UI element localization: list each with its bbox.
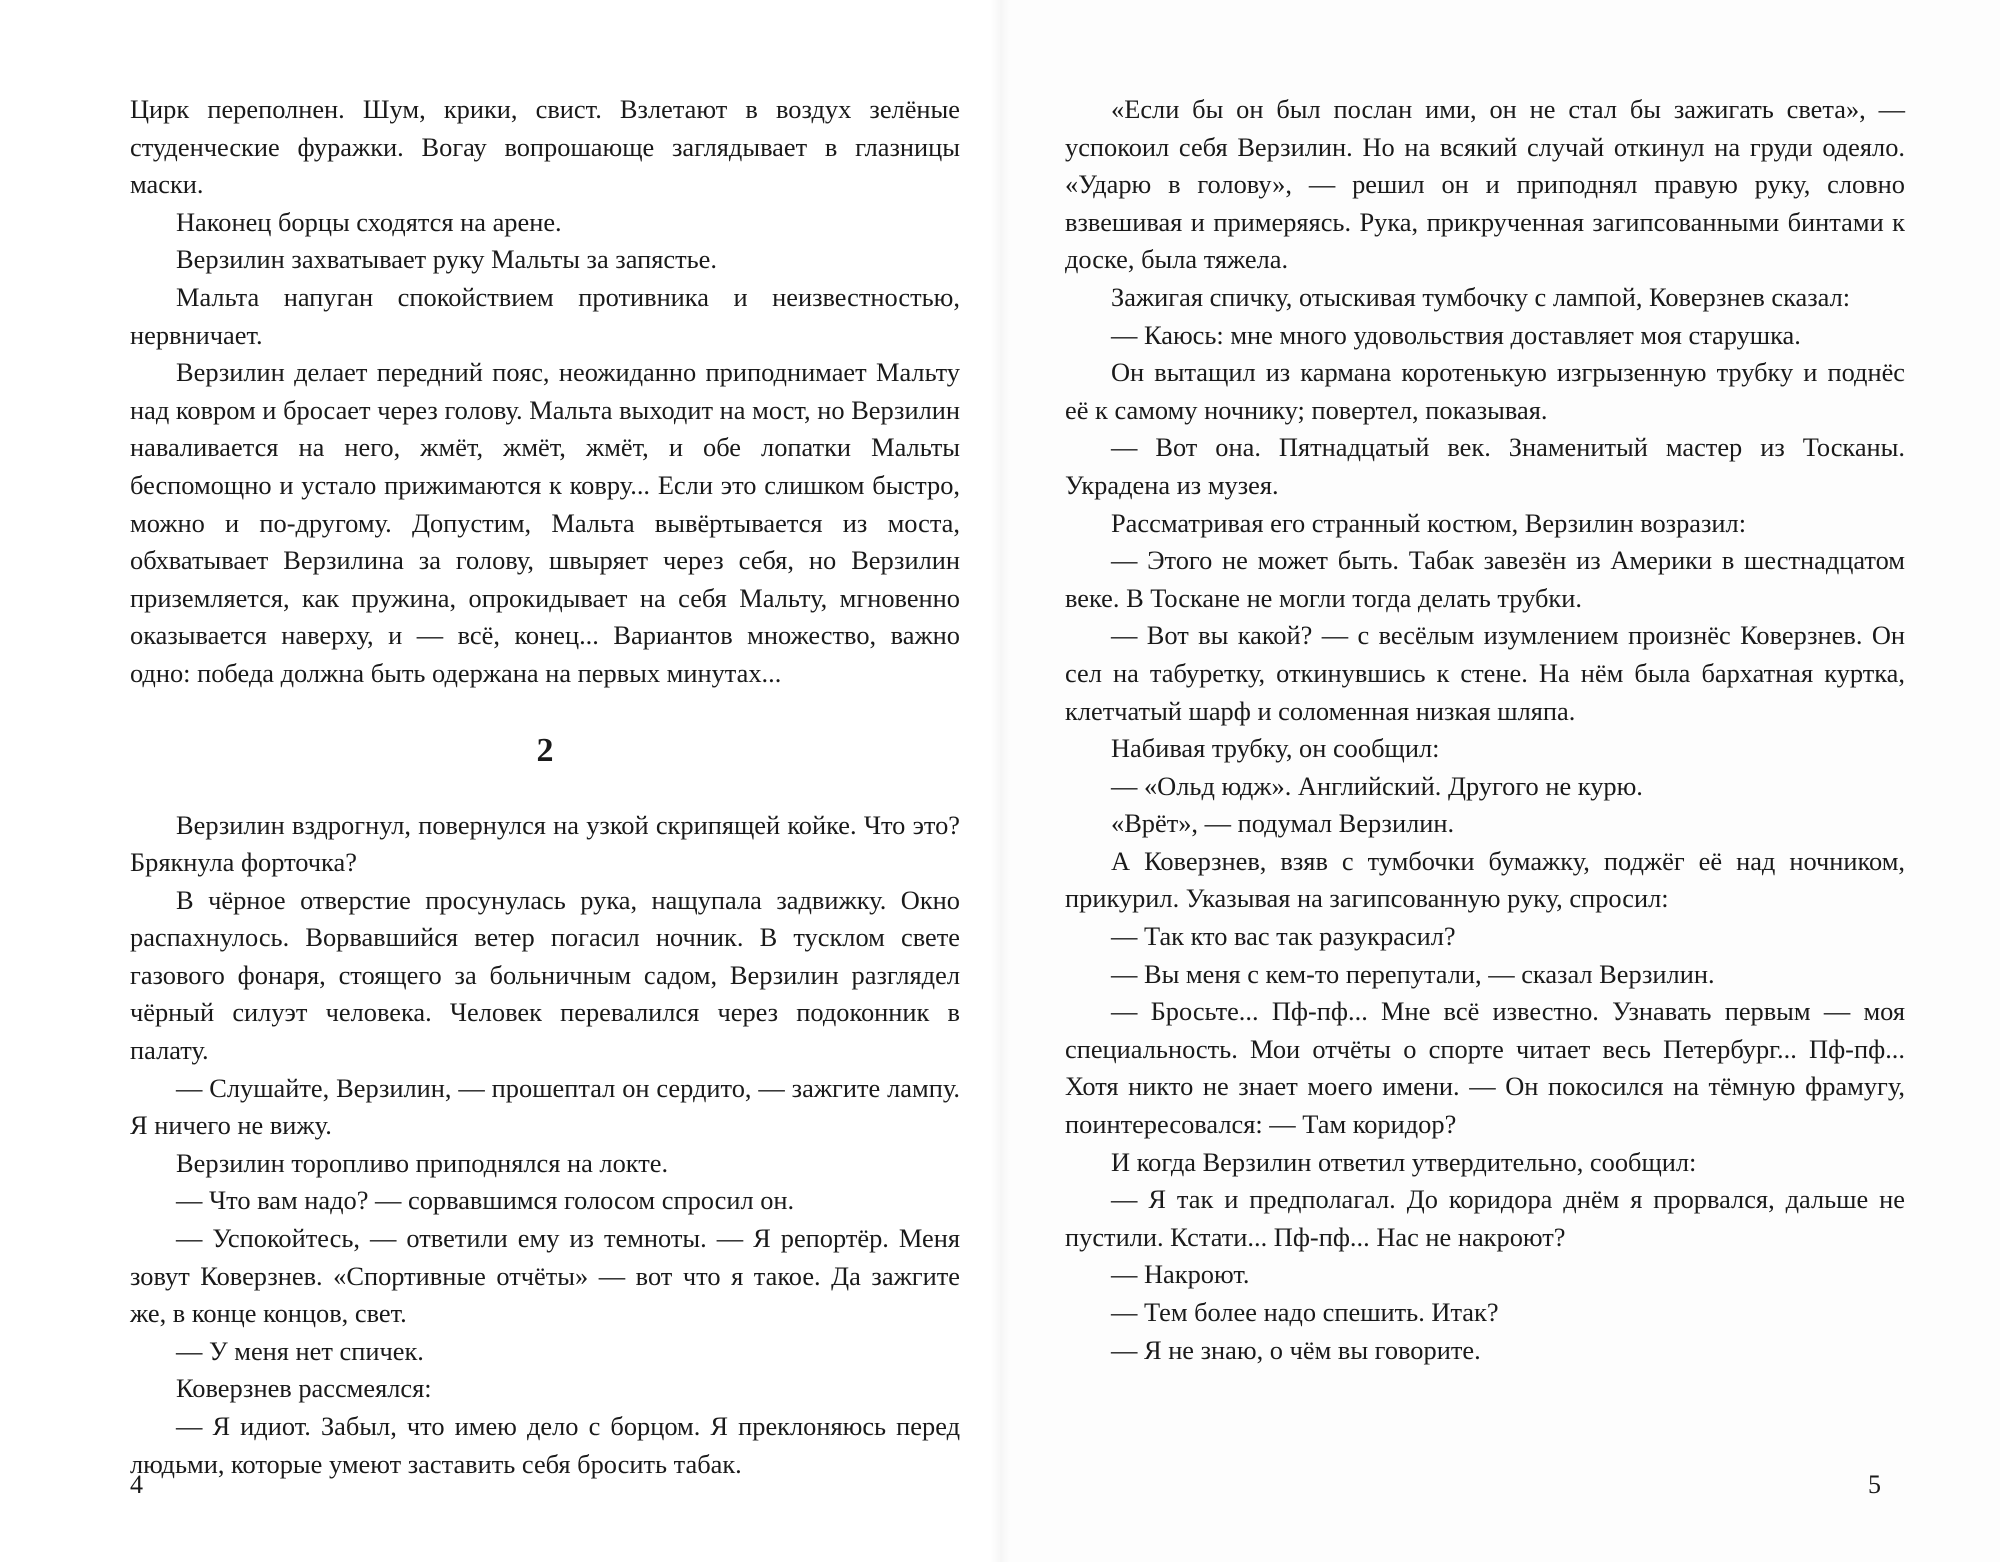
paragraph: Мальта напуган спокойствием противника и неизвестностью, нервничает.: [130, 281, 960, 350]
paragraph: — Вы меня с кем-то перепутали, — сказал Верзилин.: [1111, 958, 1715, 989]
paragraph: — Каюсь: мне много удовольствия доставляет моя старушка.: [1111, 319, 1801, 350]
paragraph: И когда Верзилин ответил утвердительно, сообщил:: [1111, 1146, 1697, 1177]
right-page-text: [1065, 91, 1905, 1369]
left-page-text: [130, 91, 960, 1483]
page-number-right: 5: [1868, 1470, 1881, 1499]
paragraph: — Я так и предполагал. До коридора днём я прорвался, дальше не пустили. Кстати... Пф-пф... Нас не накроют?: [1065, 1184, 1905, 1252]
paragraph: Коверзнев рассмеялся:: [176, 1373, 432, 1404]
paragraph: Наконец борцы сходятся на арене.: [176, 206, 562, 237]
paragraph: — Что вам надо? — сорвавшимся голосом спросил он.: [176, 1185, 795, 1216]
paragraph: Верзилин захватывает руку Мальты за запястье.: [176, 244, 717, 275]
paragraph: — У меня нет спичек.: [176, 1335, 424, 1366]
paragraph: — Я идиот. Забыл, что имею дело с борцом. Я преклоняюсь перед людьми, которые умеют заставить себя бросить табак.: [130, 1411, 960, 1479]
chapter-heading: 2: [536, 731, 554, 769]
paragraph: — Вот она. Пятнадцатый век. Знаменитый мастер из Тосканы. Украдена из музея.: [1065, 432, 1905, 500]
paragraph: — Бросьте... Пф-пф... Мне всё известно. Узнавать первым — моя специальность. Мои отчёты о спорте читает весь Петербург... Пф-пф... Хотя никто не знает моего имени. — Он покосился на тёмную фрамугу, поинтересовался: — Там коридор?: [1065, 996, 1905, 1140]
paragraph: Верзилин вздрогнул, повернулся на узкой скрипящей койке. Что это? Брякнула форточка?: [130, 809, 960, 878]
paragraph: — Тем более надо спешить. Итак?: [1111, 1297, 1499, 1327]
paragraph: — Накроют.: [1111, 1259, 1250, 1290]
right-page: [1000, 0, 2000, 1562]
paragraph: Верзилин торопливо приподнялся на локте.: [176, 1147, 669, 1178]
paragraph: — Слушайте, Верзилин, — прошептал он сердито, — зажгите лампу. Я ничего не вижу.: [130, 1072, 960, 1141]
paragraph: Цирк переполнен. Шум, крики, свист. Взлетают в воздух зелёные студенческие фуражки. Вогау вопрошающе заглядывает в глазницы маски.: [130, 94, 960, 200]
paragraph: В чёрное отверстие просунулась рука, нащупала задвижку. Окно распахнулось. Ворвавшийся ветер погасил ночник. В тусклом свете газового фонаря, стоящего за больничным садом, Верзилин разглядел чёрный силуэт человека. Человек перевалился через подоконник в палату.: [130, 884, 960, 1066]
paragraph: — Успокойтесь, — ответили ему из темноты. — Я репортёр. Меня зовут Коверзнев. «Спортивные отчёты» — вот что я такое. Да зажгите же, в конце концов, свет.: [130, 1223, 960, 1329]
paragraph: — Вот вы какой? — с весёлым изумлением произнёс Коверзнев. Он сел на табуретку, откинувшись к стене. На нём была бархатная куртка, клетчатый шарф и соломенная низкая шляпа.: [1065, 620, 1905, 726]
paragraph: Набивая трубку, он сообщил:: [1111, 733, 1440, 764]
paragraph: Верзилин делает передний пояс, неожиданно приподнимает Мальту над ковром и бросает через голову. Мальта выходит на мост, но Верзилин наваливается на него, жмёт, жмёт, жмёт, и обе лопатки Мальты беспомощно и устало прижимаются к ковру... Если это слишком быстро, можно и по-другому. Допустим, Мальта вывёртывается из моста, обхватывает Верзилина за голову, швыряет через себя, но Верзилин приземляется, как пружина, опрокидывает на себя Мальту, мгновенно оказывается наверху, и — всё, конец... Вариантов множество, важно одно: победа должна быть одержана на первых минутах...: [130, 357, 960, 688]
paragraph: — «Ольд юдж». Английский. Другого не курю.: [1111, 770, 1643, 801]
paragraph: «Если бы он был послан ими, он не стал бы зажигать света», — успокоил себя Верзилин. Но на всякий случай откинул на груди одеяло. «Ударю в голову», — решил он и приподнял правую руку, словно взвешивая и примеряясь. Рука, прикрученная загипсованными бинтами к доске, была тяжела.: [1065, 94, 1905, 275]
paragraph: Зажигая спичку, отыскивая тумбочку с лампой, Коверзнев сказал:: [1111, 281, 1851, 312]
book-spine-gutter: [990, 0, 1010, 1562]
page-number-left: 4: [130, 1470, 143, 1499]
paragraph: А Коверзнев, взяв с тумбочки бумажку, поджёг её над ночником, прикурил. Указывая на загипсованную руку, спросил:: [1065, 845, 1905, 914]
paragraph: «Врёт», — подумал Верзилин.: [1111, 808, 1455, 839]
paragraph: — Этого не может быть. Табак завезён из Америки в шестнадцатом веке. В Тоскане не могли тогда делать трубки.: [1065, 545, 1905, 613]
paragraph: — Так кто вас так разукрасил?: [1111, 921, 1456, 952]
paragraph: Рассматривая его странный костюм, Верзилин возразил:: [1111, 507, 1747, 538]
paragraph: — Я не знаю, о чём вы говорите.: [1111, 1334, 1481, 1365]
paragraph: Он вытащил из кармана коротенькую изгрызенную трубку и поднёс её к самому ночнику; повертел, показывая.: [1065, 357, 1905, 425]
